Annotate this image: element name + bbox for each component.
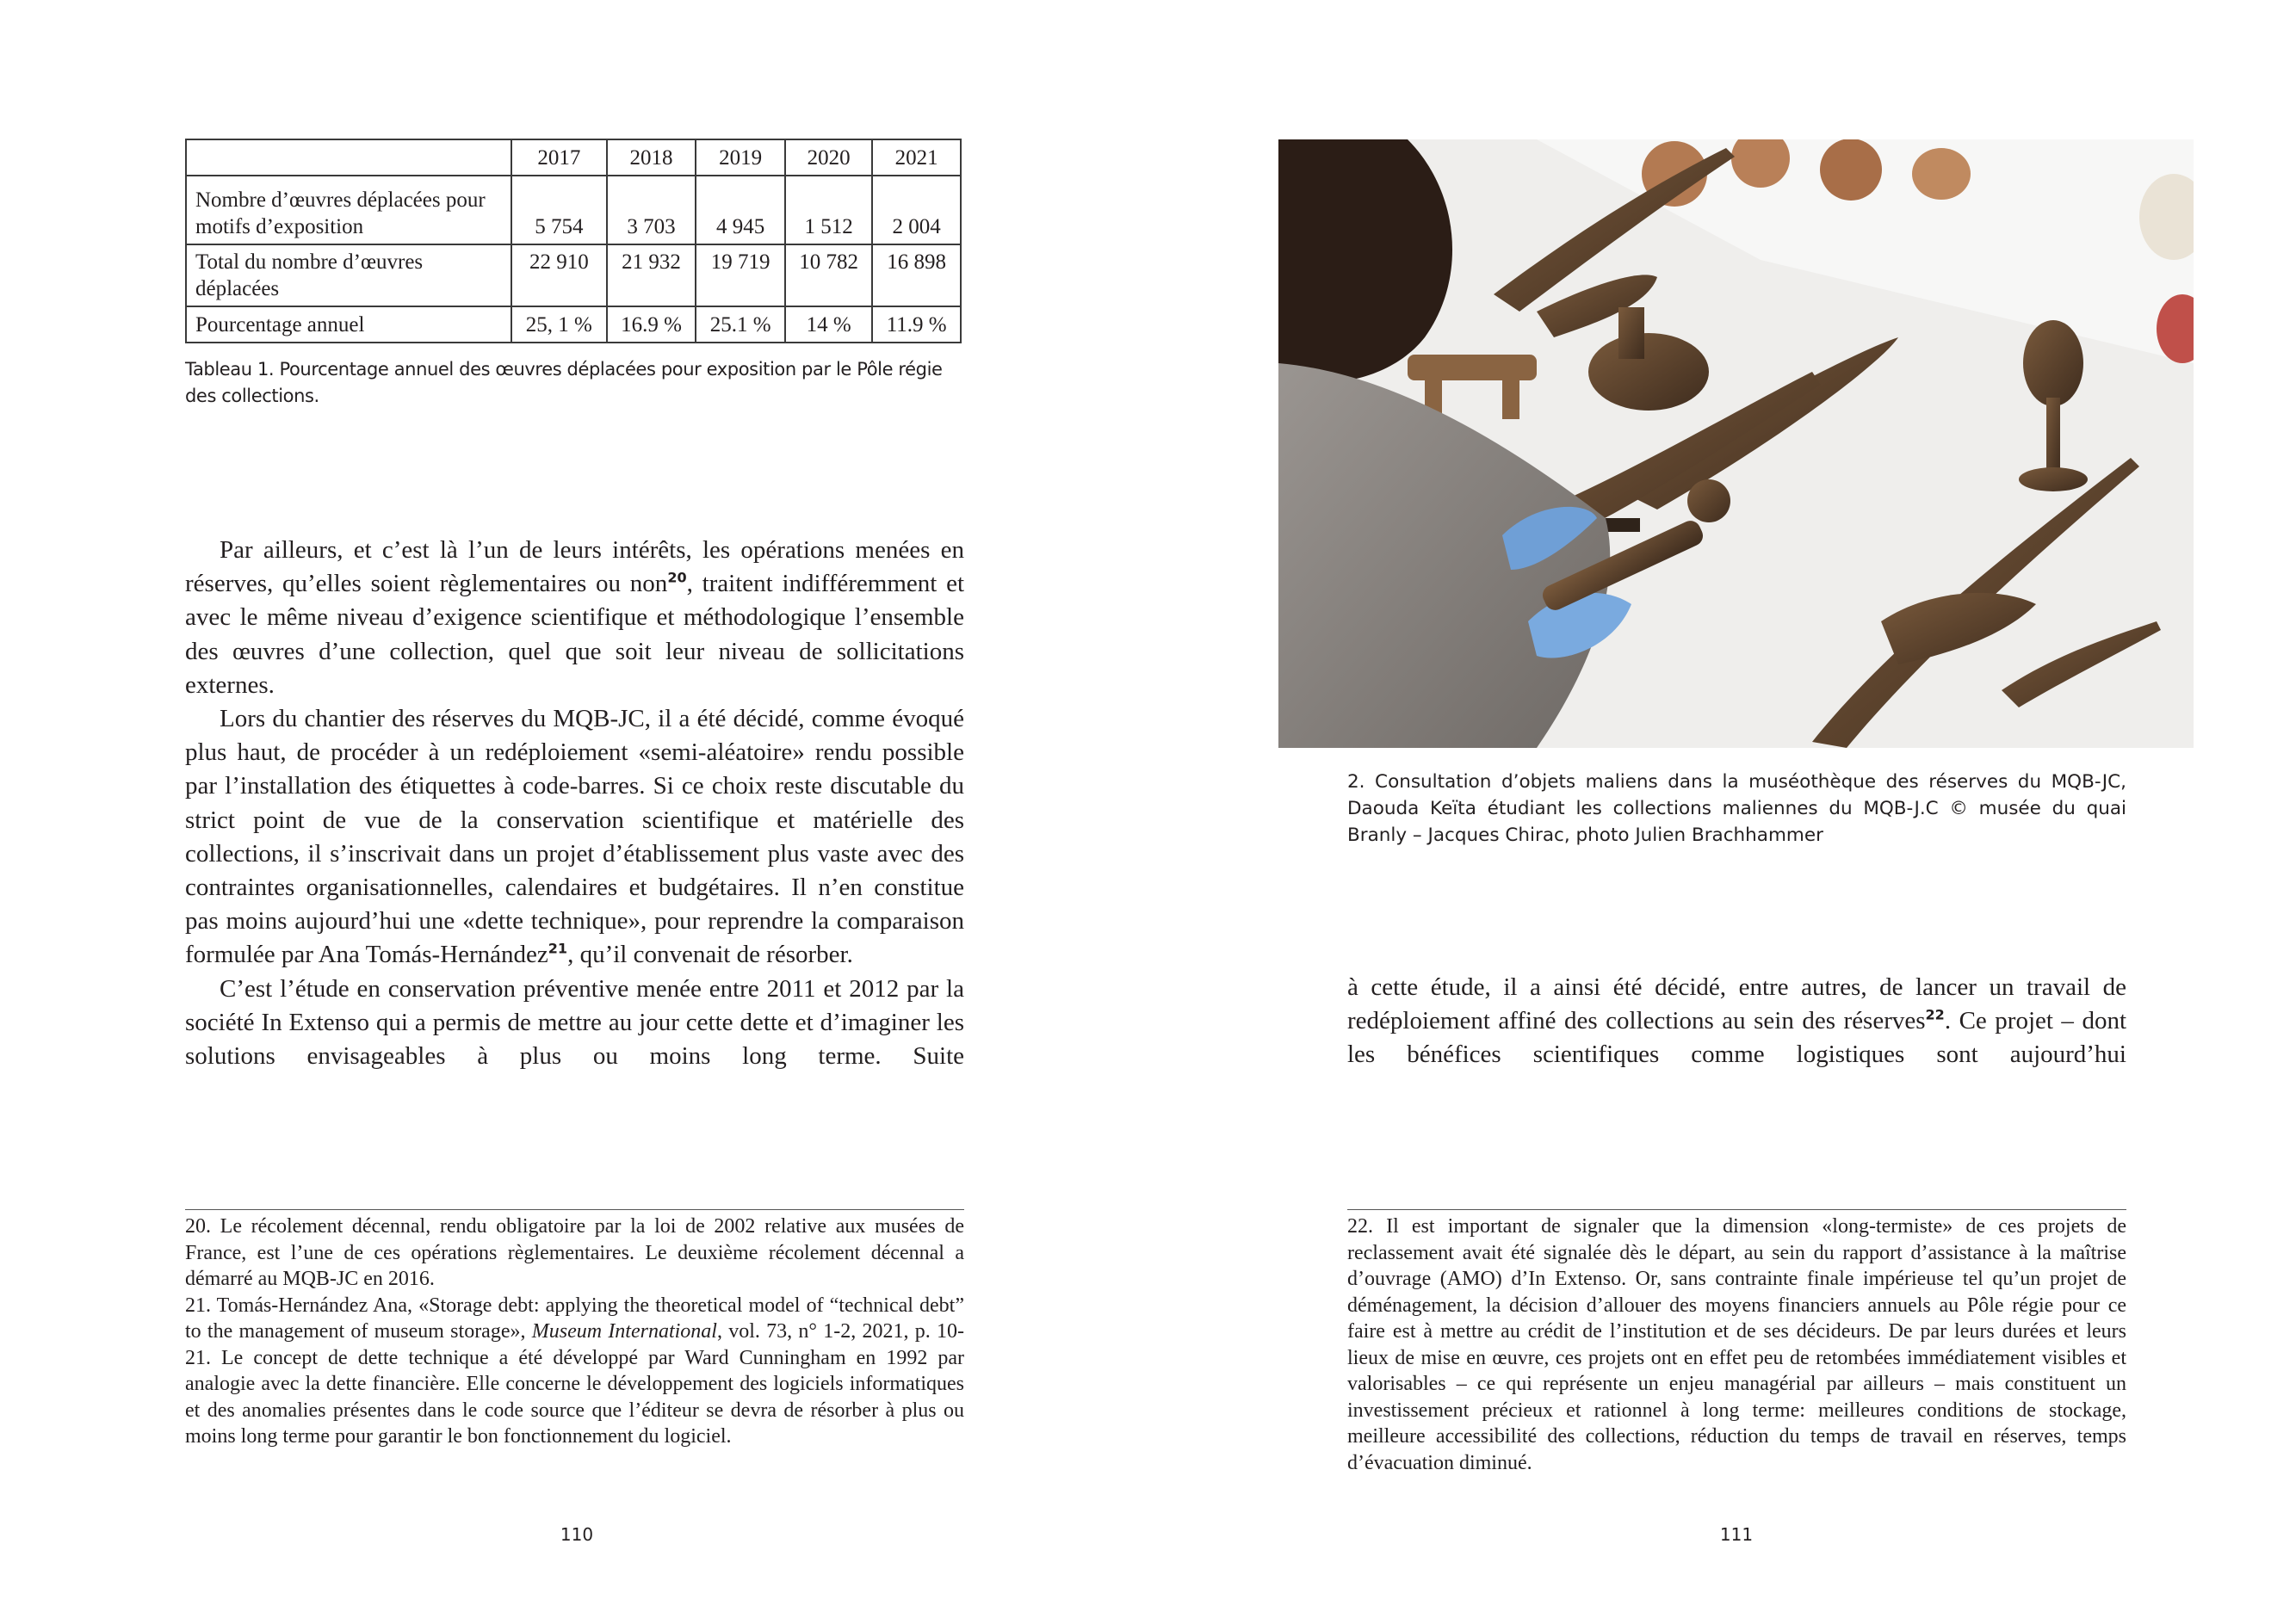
table-cell: 3 703: [607, 176, 696, 244]
footnote-text: 21. Tomás-Hernández Ana, «Storage debt: applying the theoretical model of “technical debt” to the management of museum storage»,: [185, 1294, 964, 1343]
table-header-year: 2017: [511, 139, 607, 176]
paragraph-text: Lors du chantier des réserves du MQB-JC, il a été décidé, comme évoqué plus haut, de procéder à un redéploiement «semi-aléatoire» rendu possible par l’installation des étiquettes à code-barres. Si ce choix reste discutable du strict point de vue de la conservation scientifique et matérielle des collections, il s’inscrivait dans un projet d’établissement plus vaste avec des contraintes organisationnelles, calendaires et budgétaires. Il n’en constitue pas moins aujourd’hui une «dette technique», pour reprendre la comparaison formulée par Ana Tomás-Hernández: [185, 705, 964, 969]
table-cell: 25.1 %: [696, 306, 785, 343]
table-row-label: Pourcentage annuel: [186, 306, 511, 343]
clay-pot: [1912, 148, 1971, 200]
table-caption: Tableau 1. Pourcentage annuel des œuvres déplacées pour exposition par le Pôle régie des collections.: [185, 359, 943, 406]
table-cell: 1 512: [785, 176, 872, 244]
paragraph-text: à cette étude, il a ainsi été décidé, entre autres, de lancer un travail de redéploiement affiné des collections au sein des réserves: [1347, 973, 2126, 1035]
table-row: [186, 306, 961, 343]
table-cell: 22 910: [511, 244, 607, 306]
table-cell: 19 719: [696, 244, 785, 306]
footnotes: [1347, 1214, 2126, 1476]
statistics-table: [185, 139, 962, 343]
table-row: [186, 244, 961, 306]
footnote-ref[interactable]: 22: [1925, 1006, 1945, 1023]
body-text: [185, 534, 964, 1073]
table-cell: 11.9 %: [872, 306, 961, 343]
table-row: [186, 176, 961, 244]
paragraph: [185, 973, 964, 1074]
body-text: [1347, 971, 2126, 1072]
paragraph-text: , traitent indifféremment et avec le même niveau d’exigence scientifique et méthodologique l’ensemble des œuvres d’une collection, quel que soit leur niveau de sollicitations externes.: [185, 570, 965, 699]
table-cell: 5 754: [511, 176, 607, 244]
table-cell: 2 004: [872, 176, 961, 244]
photo-illustration: [1278, 139, 2194, 748]
footnote: 20. Le récolement décennal, rendu obligatoire par la loi de 2002 relative aux musées de France, est l’une de ces opérations règlementaires. Le deuxième récolement décennal a démarré au MQB-JC en 2016.: [185, 1215, 964, 1290]
paragraph-text: Par ailleurs, et c’est là l’un de leurs intérêts, les opérations menées en réserves, qu’elles soient règlementaires ou non: [185, 536, 964, 598]
footnote-divider: [1347, 1209, 2126, 1210]
clay-pot: [1820, 139, 1882, 201]
table-cell: 21 932: [607, 244, 696, 306]
museum-photo: [1278, 139, 2194, 748]
table-row-label: Total du nombre d’œuvres déplacées: [186, 244, 511, 306]
footnote: 22. Il est important de signaler que la dimension «long-termiste» de ces projets de reclassement avait été signalée dès le départ, au sein du rapport d’assistance à la maîtrise d’ouvrage (AMO) d’In Extenso. Or, sans contrainte finale impérieuse tel qu’un projet de déménagement, la décision d’allouer des moyens financiers annuels au Pôle régie pour ce faire est à mettre au crédit de l’institution et de ses décideurs. De par leurs durées et leurs lieux de mise en œuvre, ces projets ont en effet peu de retombées immédiatement visibles et valorisables – ce qui représente un enjeu managérial par ailleurs – mais constituent un investissement précieux et rationnel à long terme: meilleures conditions de stockage, meilleure accessibilité des collections, réduction du temps de travail en réserves, temps d’évacuation diminué.: [1347, 1215, 2126, 1474]
paragraph-text: . Ce projet – dont les bénéfices scientifiques comme logistiques sont aujourd’hui: [1347, 1007, 2126, 1069]
paragraph-text: , qu’il convenait de résorber.: [567, 941, 853, 969]
table-row-label: Nombre d’œuvres déplacées pour motifs d’exposition: [186, 176, 511, 244]
photo-caption: 2. Consultation d’objets maliens dans la muséothèque des réserves du MQB-JC, Daouda Keïta étudiant les collections maliennes du MQB-J.C © musée du quai Branly – Jacques Chirac, photo Julien Brachhammer: [1347, 771, 2126, 846]
journal-title: Museum International: [531, 1320, 717, 1343]
page-number: 110: [560, 1524, 594, 1545]
table-header-year: 2020: [785, 139, 872, 176]
table-cell: 16.9 %: [607, 306, 696, 343]
table-header-year: 2021: [872, 139, 961, 176]
table-header-year: 2019: [696, 139, 785, 176]
table-cell: 25, 1 %: [511, 306, 607, 343]
paragraph: [185, 702, 964, 973]
footnote-ref[interactable]: 20: [667, 569, 687, 586]
footnote-text: , vol. 73, n° 1-2, 2021, p. 10-21. Le concept de dette technique a été développé par Ward Cunningham en 1992 par analogie avec la dette financière. Elle concerne le développement des logiciels informatiques et des anomalies présentes dans le code source que l’éditeur se devra de résorber à plus ou moins long terme pour garantir le bon fonctionnement du logiciel.: [185, 1320, 965, 1448]
paragraph-text: C’est l’étude en conservation préventive menée entre 2011 et 2012 par la société In Extenso qui a permis de mettre au jour cette dette et d’imaginer les solutions envisageables à plus ou moins long terme. Suite: [185, 974, 964, 1071]
table-cell: 16 898: [872, 244, 961, 306]
footnotes: [185, 1214, 964, 1450]
table-cell: 4 945: [696, 176, 785, 244]
table-cell: 10 782: [785, 244, 872, 306]
page-number: 111: [1719, 1524, 1754, 1545]
table-header-year: 2018: [607, 139, 696, 176]
table-corner-cell: [186, 139, 511, 176]
footnote-ref[interactable]: 21: [548, 940, 568, 957]
paragraph: [1347, 971, 2126, 1072]
paragraph: [185, 534, 964, 702]
table-header-row: [186, 139, 961, 176]
table-cell: 14 %: [785, 306, 872, 343]
footnote-divider: [185, 1209, 964, 1210]
footnote: [185, 1293, 964, 1450]
